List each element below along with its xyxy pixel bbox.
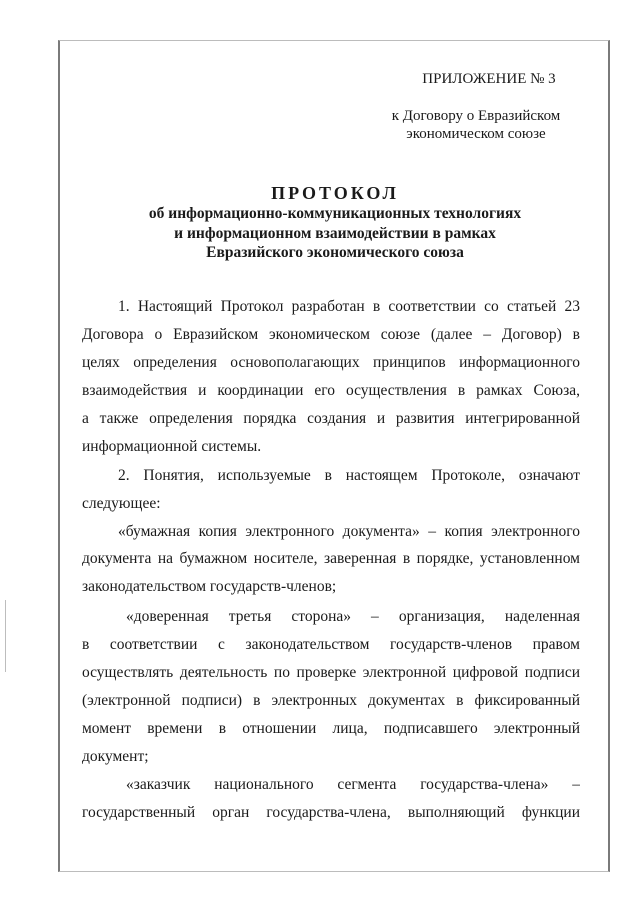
body-line: «заказчик национального сегмента государства-члена» – [126, 776, 580, 793]
body-line: 2. Понятия, используемые в настоящем Протоколе, означают [118, 467, 580, 484]
document-subtitle-line3: Евразийского экономического союза [206, 244, 464, 261]
body-line: документ; [82, 748, 149, 765]
body-line: а также определения порядка создания и развития интегрированной [82, 410, 580, 427]
body-line: целях определения основополагающих принципов информационного [82, 354, 580, 371]
body-line: законодательством государств-членов; [82, 578, 337, 595]
appendix-reference-line2: экономическом союзе [406, 126, 546, 142]
body-line: в соответствии с законодательством государств-членов правом [82, 636, 580, 653]
body-line: момент времени в отношении лица, подписавшего электронный [82, 720, 580, 737]
body-line: государственный орган государства-члена, выполняющий функции [82, 804, 580, 821]
body-line: следующее: [82, 495, 161, 512]
body-line: документа на бумажном носителе, заверенная в порядке, установленном [82, 550, 580, 567]
body-line: (электронной подписи) в электронных документах в фиксированный [82, 692, 580, 709]
document-subtitle-line1: об информационно-коммуникационных технологиях [148, 205, 522, 222]
appendix-reference-line1: к Договору о Евразийском [391, 108, 561, 124]
body-line: «доверенная третья сторона» – организация, наделенная [126, 608, 580, 625]
body-line: «бумажная копия электронного документа» – копия электронного [118, 523, 580, 540]
scan-artifact-line [5, 600, 6, 672]
appendix-number: ПРИЛОЖЕНИЕ № 3 [422, 71, 556, 87]
document-title: ПРОТОКОЛ [271, 183, 399, 203]
body-line: 1. Настоящий Протокол разработан в соответствии со статьей 23 [118, 298, 580, 315]
body-line: информационной системы. [82, 438, 262, 455]
document-subtitle-line2: и информационном взаимодействии в рамках [174, 225, 496, 242]
body-line: Договора о Евразийском экономическом союзе (далее – Договор) в [82, 326, 580, 343]
body-line: взаимодействия и координации его осуществления в рамках Союза, [82, 382, 580, 399]
body-line: осуществлять деятельность по проверке электронной цифровой подписи [82, 664, 580, 681]
